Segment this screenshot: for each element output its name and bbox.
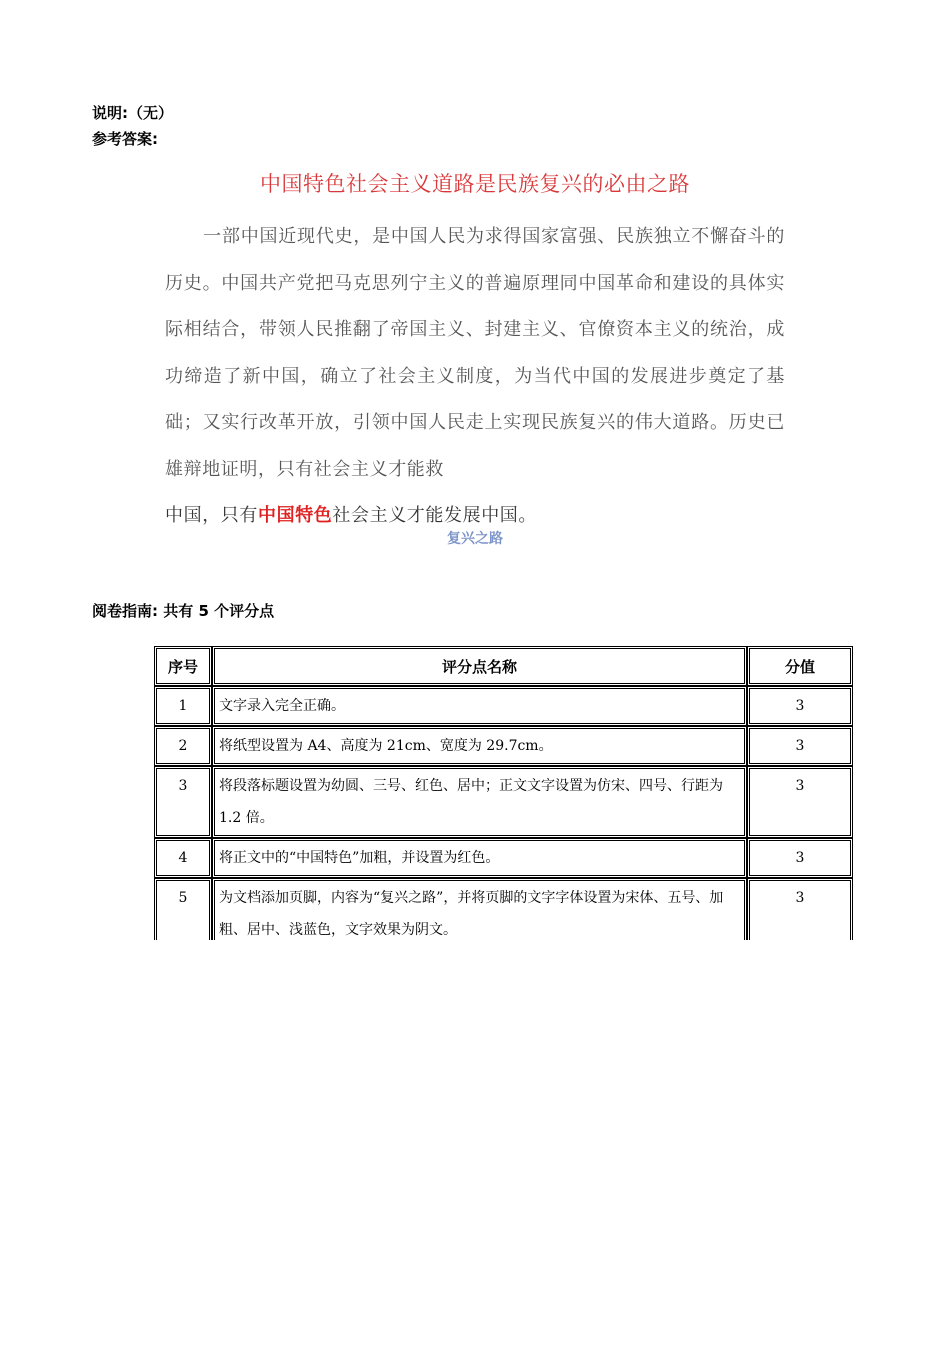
doc-body (165, 214, 785, 540)
row-name: 将段落标题设置为幼圆、三号、红色、居中；正文文字设置为仿宋、四号、行距为 1.2 倍。 (212, 766, 747, 838)
header-score: 分值 (747, 646, 853, 686)
doc-body-highlight: 中国特色 (258, 505, 333, 526)
table-row (154, 726, 853, 766)
row-name: 将纸型设置为 A4、高度为 21cm、宽度为 29.7cm。 (212, 726, 747, 766)
row-no: 1 (154, 686, 212, 726)
table-row (154, 838, 853, 878)
row-name: 为文档添加页脚，内容为“复兴之路”，并将页脚的文字字体设置为宋体、五号、加粗、居中、浅蓝色，文字效果为阴文。 (212, 878, 747, 950)
scoring-table (154, 646, 853, 950)
table-row (154, 686, 853, 726)
table-row (154, 766, 853, 838)
row-score: 3 (747, 766, 853, 838)
header-no: 序号 (154, 646, 212, 686)
doc-footer: 复兴之路 (447, 531, 503, 547)
table-header-row (154, 646, 853, 686)
doc-body-last-post: 社会主义才能发展中国。 (332, 505, 538, 526)
row-name: 文字录入完全正确。 (212, 686, 747, 726)
row-no: 4 (154, 838, 212, 878)
row-score: 3 (747, 686, 853, 726)
header-name: 评分点名称 (212, 646, 747, 686)
row-name: 将正文中的“中国特色”加粗，并设置为红色。 (212, 838, 747, 878)
doc-body-main: 一部中国近现代史，是中国人民为求得国家富强、民族独立不懈奋斗的历史。中国共产党把马克思列宁主义的普遍原理同中国革命和建设的具体实际相结合，带领人民推翻了帝国主义、封建主义、官僚资本主义的统治，成功缔造了新中国，确立了社会主义制度，为当代中国的发展进步奠定了基础；又实行改革开放，引领中国人民走上实现民族复兴的伟大道路。历史已雄辩地证明，只有社会主义才能救 (165, 226, 785, 480)
reference-answer-image (165, 158, 785, 558)
grading-guide-label: 阅卷指南: 共有 5 个评分点 (92, 602, 275, 620)
doc-body-last-pre: 中国，只有 (165, 505, 258, 526)
note-label: 说明:（无） (92, 104, 173, 122)
row-no: 3 (154, 766, 212, 838)
row-score: 3 (747, 838, 853, 878)
row-no: 5 (154, 878, 212, 950)
doc-title: 中国特色社会主义道路是民族复兴的必由之路 (260, 172, 690, 196)
row-no: 2 (154, 726, 212, 766)
answer-label: 参考答案: (92, 130, 158, 148)
page-bottom-blank (150, 940, 860, 1350)
row-score: 3 (747, 726, 853, 766)
row-score: 3 (747, 878, 853, 950)
